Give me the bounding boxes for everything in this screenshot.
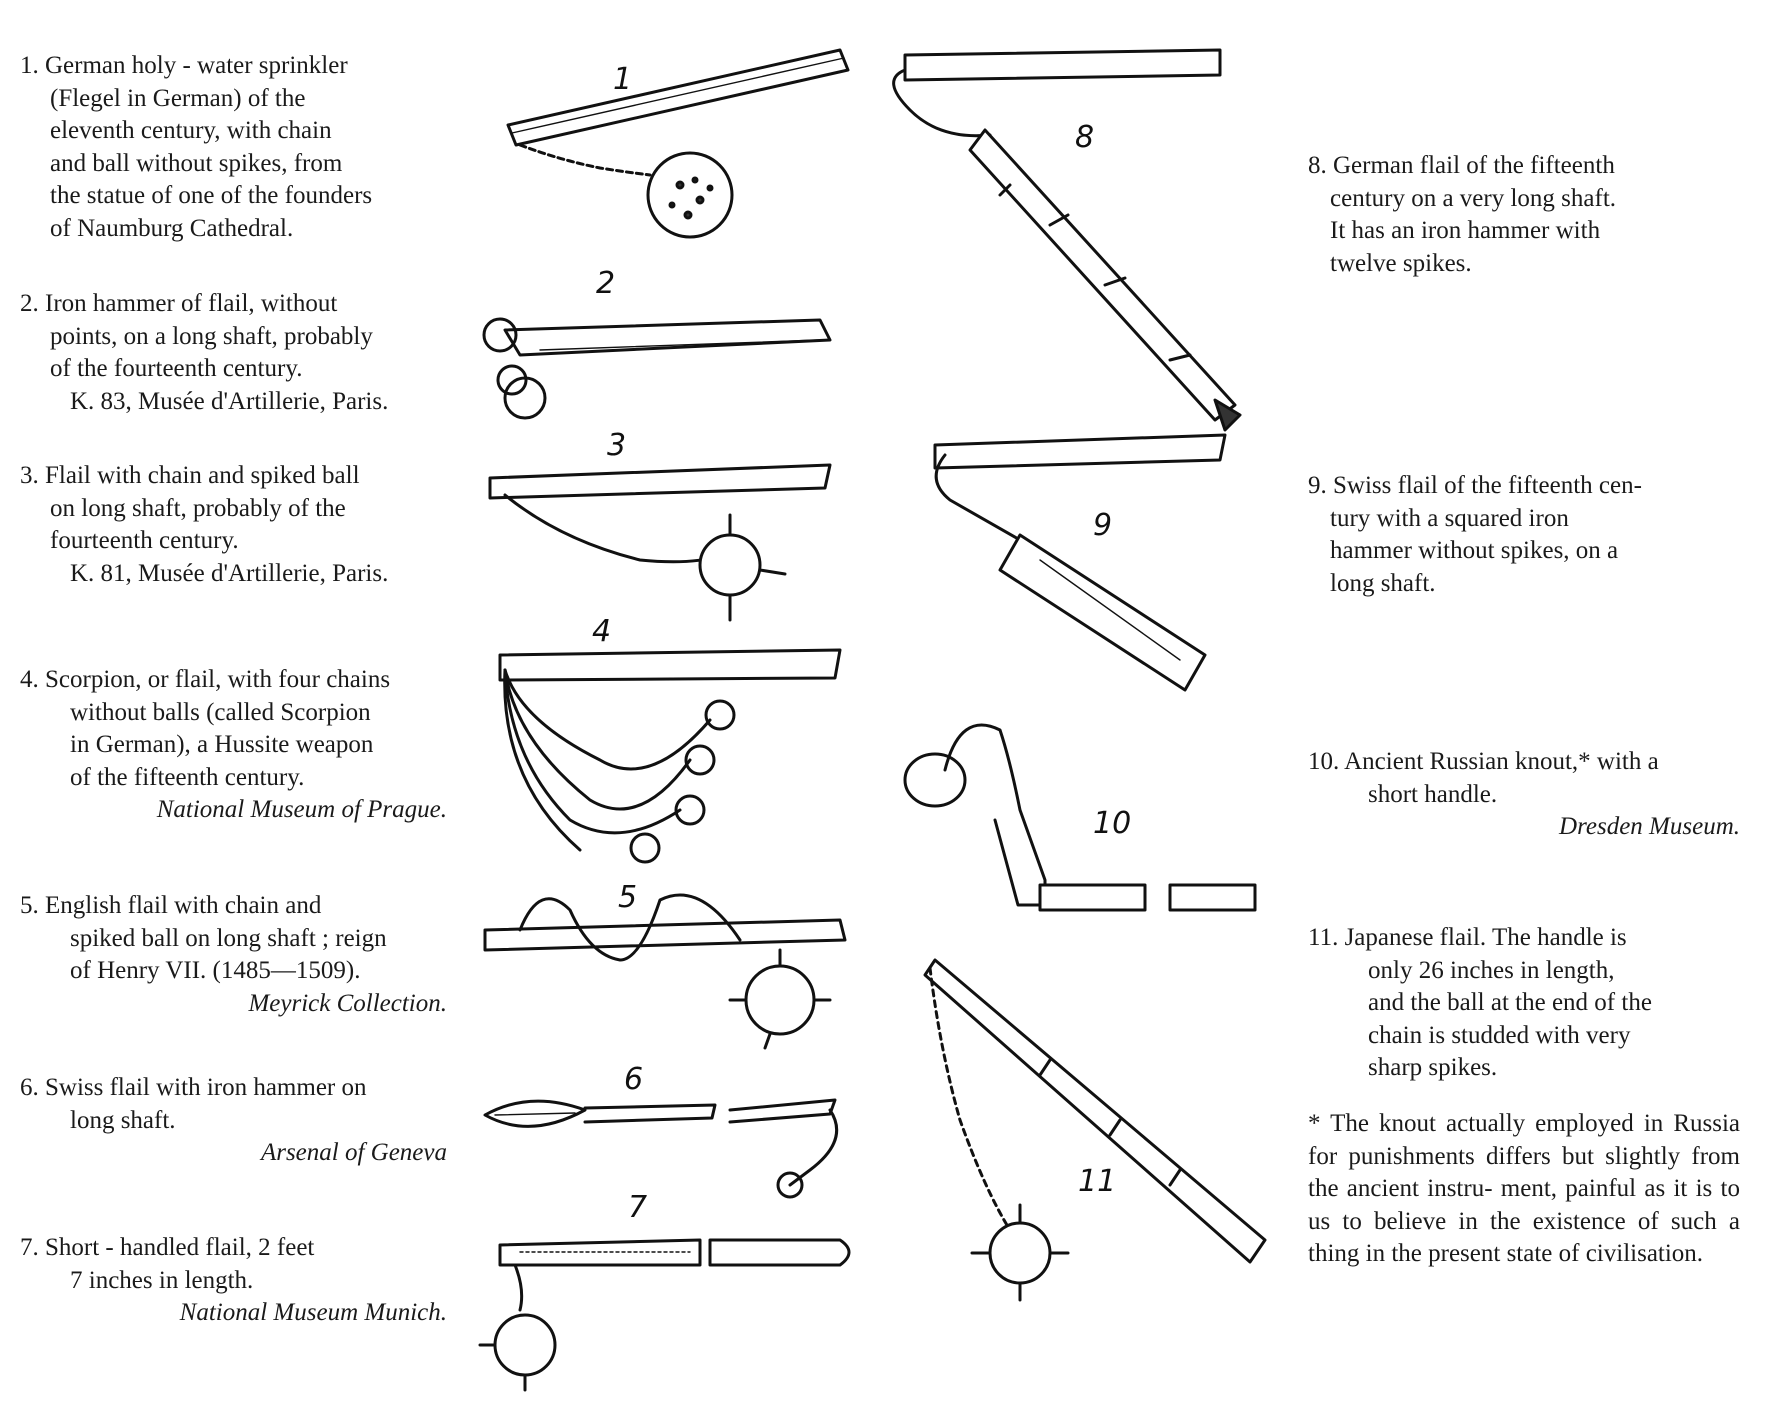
entry-source: Meyrick Collection. (248, 989, 447, 1017)
flail-illustrations (470, 30, 1300, 1410)
figure-label-2: 2 (596, 266, 616, 301)
entry-line: and ball without spikes, from (50, 149, 343, 177)
entry-line: only 26 inches in length, (1368, 956, 1615, 984)
entry-line: of the fourteenth century. (50, 355, 303, 382)
flail-figure-4 (500, 650, 840, 862)
flail-figure-8 (894, 50, 1240, 430)
entry-10 (1308, 746, 1740, 844)
figure-label-3: 3 (607, 428, 627, 463)
entry-number: 4. (20, 666, 39, 693)
figure-label-1: 1 (613, 62, 633, 97)
entry-line: German flail of the fifteenth (1333, 152, 1615, 179)
entry-line: chain is studded with very (1368, 1021, 1631, 1049)
entry-number: 3. (20, 462, 39, 489)
flail-figure-7 (480, 1240, 849, 1390)
entry-1 (20, 50, 447, 245)
entry-line: Ancient Russian knout,* with a (1344, 748, 1659, 775)
entry-line: short handle. (1368, 780, 1498, 808)
entry-line: English flail with chain and (45, 892, 322, 919)
entry-8 (1308, 150, 1740, 280)
entry-line: century on a very long shaft. (1330, 184, 1617, 212)
flail-figure-11 (925, 960, 1265, 1300)
figure-label-6: 6 (624, 1062, 644, 1097)
entry-source: National Museum Munich. (179, 1299, 447, 1326)
flail-figure-2 (484, 319, 830, 418)
entry-line: long shaft. (1330, 569, 1436, 597)
entry-line: of Henry VII. (1485—1509). (70, 957, 361, 984)
entry-2 (20, 288, 447, 418)
entry-4 (20, 664, 447, 827)
entry-number: 1. (20, 52, 39, 79)
entry-line: eleventh century, with chain (50, 117, 332, 144)
entry-line: spiked ball on long shaft ; reign (70, 924, 387, 952)
entry-number: 2. (20, 290, 39, 317)
entry-line: of Naumburg Cathedral. (50, 214, 294, 242)
flail-figure-1 (508, 50, 848, 237)
entry-source: Arsenal of Geneva (260, 1139, 447, 1166)
entry-line: on long shaft, probably of the (50, 494, 346, 522)
figure-label-8: 8 (1075, 120, 1095, 155)
entry-line: (Flegel in German) of the (50, 84, 306, 112)
figure-label-5: 5 (618, 880, 638, 915)
entry-line: German holy - water sprinkler (45, 52, 348, 79)
entry-source: K. 81, Musée d'Artillerie, Paris. (70, 559, 389, 587)
flail-figure-5 (485, 895, 845, 1048)
entry-line: and the ball at the end of the (1368, 989, 1652, 1016)
entry-line: fourteenth century. (50, 527, 239, 554)
entry-line: points, on a long shaft, probably (50, 322, 373, 350)
entry-line: It has an iron hammer with (1330, 217, 1601, 244)
entry-9 (1308, 470, 1740, 600)
entry-number: 8. (1308, 152, 1327, 179)
entry-line: twelve spikes. (1330, 249, 1472, 277)
entry-line: Iron hammer of flail, without (45, 290, 338, 317)
entry-number: 5. (20, 892, 39, 919)
entry-number: 9. (1308, 472, 1327, 499)
entry-line: Swiss flail with iron hammer on (45, 1074, 367, 1101)
entry-line: 7 inches in length. (70, 1266, 254, 1294)
flail-figure-3 (490, 465, 830, 620)
entry-6 (20, 1072, 447, 1170)
entry-5 (20, 890, 447, 1020)
entry-number: 11. (1308, 924, 1339, 951)
entry-source: K. 83, Musée d'Artillerie, Paris. (70, 387, 389, 415)
flail-figure-6 (485, 1100, 837, 1197)
entry-number: 7. (20, 1234, 39, 1261)
entry-7 (20, 1232, 447, 1330)
figure-label-4: 4 (592, 614, 612, 649)
entry-11 (1308, 922, 1740, 1085)
entry-line: without balls (called Scorpion (70, 698, 371, 726)
entry-line: Swiss flail of the fifteenth cen- (1333, 472, 1642, 499)
entry-source: National Museum of Prague. (156, 796, 447, 823)
figure-label-10: 10 (1093, 806, 1132, 841)
entry-number: 10. (1308, 748, 1340, 775)
entry-line: Japanese flail. The handle is (1344, 924, 1627, 951)
entry-line: sharp spikes. (1368, 1054, 1498, 1081)
entry-line: hammer without spikes, on a (1330, 537, 1619, 564)
entry-line: in German), a Hussite weapon (70, 731, 374, 758)
entry-source: Dresden Museum. (1559, 813, 1740, 840)
entry-line: tury with a squared iron (1330, 504, 1569, 532)
entry-line: Scorpion, or flail, with four chains (45, 666, 391, 693)
footnote: * The knout actually employed in Russia for punishments differs but slightly from the ancient instru- ment, painful as it is to us to believe in the existence of such a thing in the present state of civilisation. (1308, 1110, 1740, 1267)
figure-label-7: 7 (628, 1190, 648, 1225)
entry-line: Flail with chain and spiked ball (45, 462, 360, 489)
entry-line: long shaft. (70, 1106, 176, 1134)
figure-label-9: 9 (1093, 508, 1113, 543)
figure-label-11: 11 (1078, 1164, 1117, 1199)
flail-figure-10 (905, 725, 1255, 910)
entry-line: Short - handled flail, 2 feet (45, 1234, 315, 1261)
entry-line: of the fifteenth century. (70, 763, 305, 791)
entry-3 (20, 460, 447, 590)
entry-line: the statue of one of the founders (50, 182, 373, 209)
entry-number: 6. (20, 1074, 39, 1101)
flail-figure-9 (935, 435, 1225, 690)
